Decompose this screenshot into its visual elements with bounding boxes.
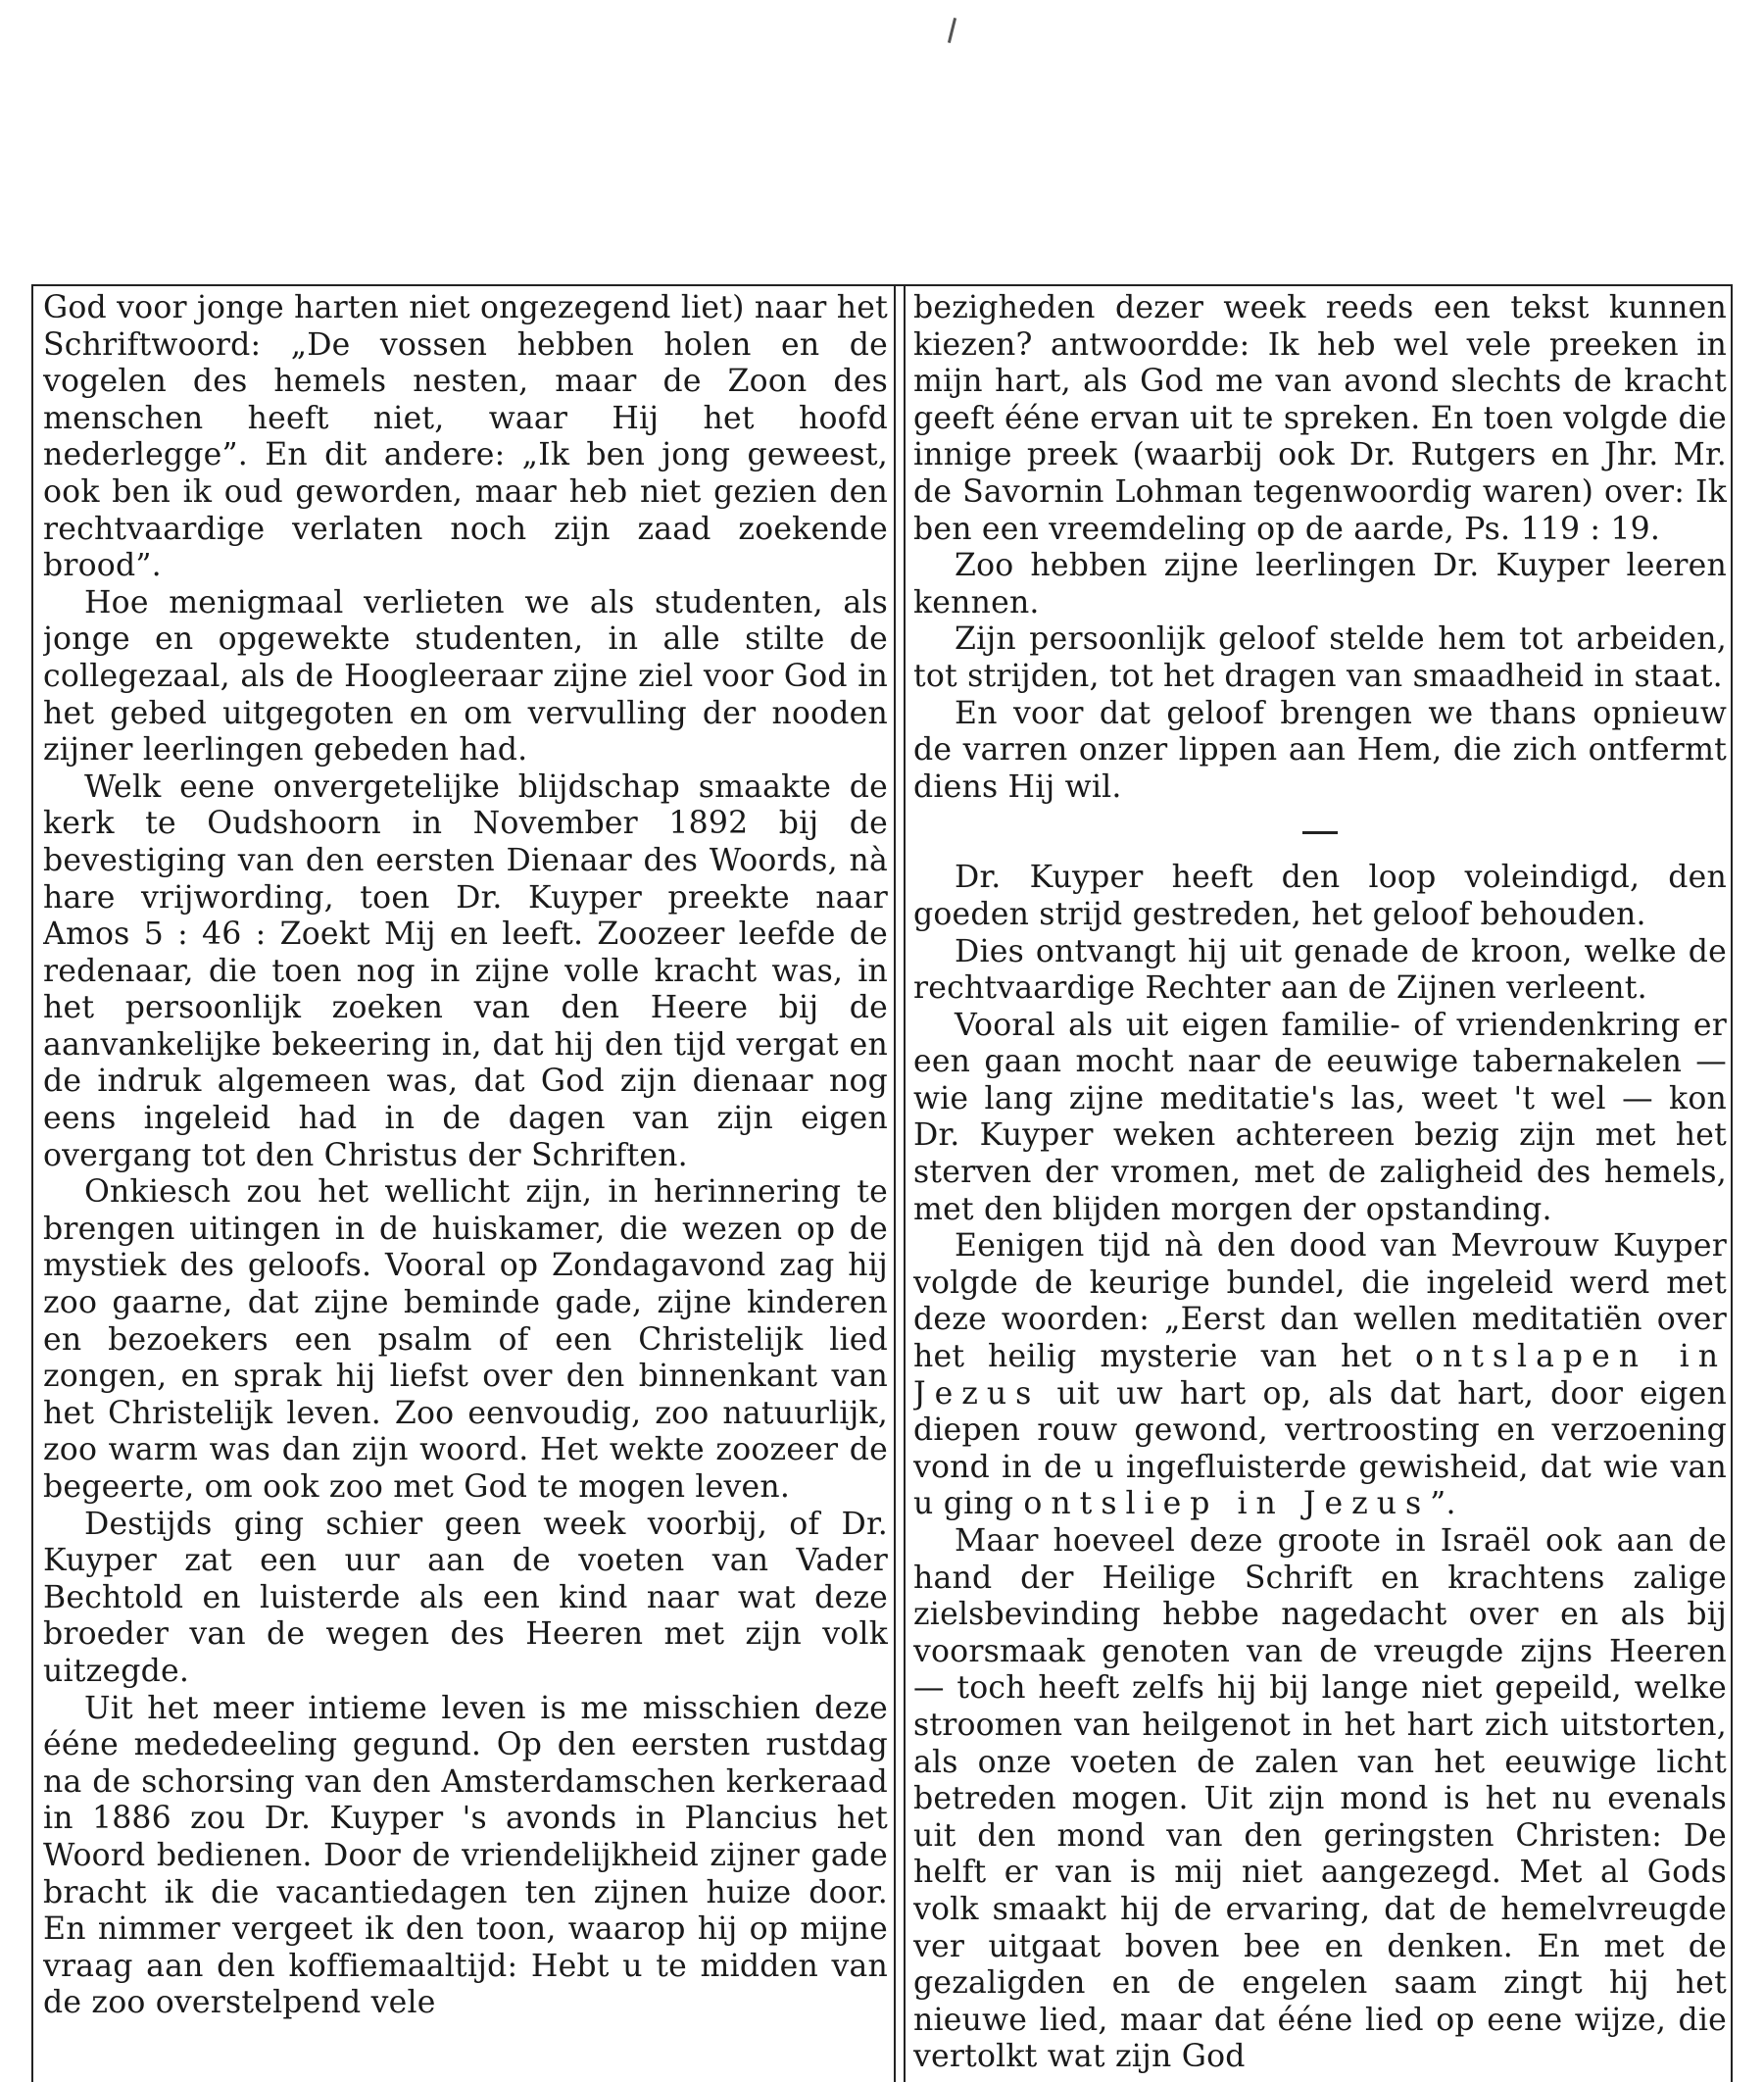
stray-pen-mark — [948, 18, 956, 43]
paragraph: Hoe menigmaal verlieten we als studenten, als jonge en opgewekte studenten, in alle stilte de collegezaal, als de Hoogleeraar zijne ziel voor God in het gebed uitgegoten en om vervulling der nooden zijner leerlingen gebeden had. — [43, 584, 888, 768]
paragraph: Dr. Kuyper heeft den loop voleindigd, den goeden strijd gestreden, het geloof behouden. — [913, 860, 1727, 932]
clipping-left-edge — [31, 284, 33, 2082]
quote-middle: uit uw hart op, als dat hart, door eigen diepen rouw gewond, vertroosting en verzoening vond in de u ingefluisterde gewisheid, dat wie van u ging — [913, 1375, 1727, 1522]
column-gutter-rule-inner — [904, 284, 906, 2082]
paragraph: Maar hoeveel deze groote in Israël ook aan de hand der Heilige Schrift en krachtens zalige zielsbevinding hebbe nagedacht over en als bij voorsmaak genoten van de vreugde zijns Heeren — toch heeft zelfs hij bij lange niet gepeild, welke stroomen van heilgenot in het hart zich uitstorten, als onze voeten de zalen van het eeuwige licht betreden mogen. Uit zijn mond is het nu evenals uit den mond van den geringsten Christen: De helft er van is mij niet aangezegd. Met al Gods volk smaakt hij de ervaring, dat de hemelvreugde ver uitgaat boven bee en denken. En met de gezaligden en de engelen saam zingt hij het nieuwe lied, maar dat ééne lied op eene wijze, die vertolkt wat zijn God — [913, 1523, 1727, 2075]
quote-paragraph — [913, 1228, 1727, 1523]
paragraph: bezigheden dezer week reeds een tekst kunnen kiezen? antwoordde: Ik heb wel vele preeken in mijn hart, als God me van avond slechts de kracht geeft ééne ervan uit te spreken. En toen volgde die innige preek (waarbij ook Dr. Rutgers en Jhr. Mr. de Savornin Lohman tegenwoordig waren) over: Ik ben een vreemdeling op de aarde, Ps. 119 : 19. — [913, 290, 1727, 547]
paragraph: Dies ontvangt hij uit genade de kroon, welke de rechtvaardige Rechter aan de Zijnen verleent. — [913, 933, 1727, 1007]
quote-tail: ”. — [1430, 1486, 1456, 1522]
paragraph: Destijds ging schier geen week voorbij, of Dr. Kuyper zat een uur aan de voeten van Vader Bechtold en luisterde als een kind naar wat deze broeder van de wegen des Heeren met zijn volk uitzegde. — [43, 1506, 888, 1689]
paragraph: God voor jonge harten niet ongezegend liet) naar het Schriftwoord: „De vossen hebben holen en de vogelen des hemels nesten, maar de Zoon des menschen heeft niet, waar Hij het hoofd nederlegge”. En dit andere: „Ik ben jong geweest, ook ben ik oud geworden, maar heb niet gezien den rechtvaardige verlaten noch zijn zaad zoekende brood”. — [43, 290, 888, 584]
paragraph: Zijn persoonlijk geloof stelde hem tot arbeiden, tot strijden, tot het dragen van smaadheid in staat. — [913, 621, 1727, 694]
left-column — [43, 290, 888, 2082]
paragraph: Vooral als uit eigen familie- of vriendenkring er een gaan mocht naar de eeuwige tabernakelen — wie lang zijne meditatie's las, weet 't wel — kon Dr. Kuyper weken achtereen bezig zijn met het sterven der vromen, met de zaligheid des hemels, met den blijden morgen der opstanding. — [913, 1007, 1727, 1227]
column-gutter-rule — [894, 284, 896, 2082]
clipping-top-edge — [31, 284, 1733, 286]
right-column — [913, 290, 1727, 2082]
spaced-emphasis: ontsliep in Jezus — [1023, 1486, 1431, 1522]
paragraph: Welk eene onvergetelijke blijdschap smaakte de kerk te Oudshoorn in November 1892 bij de bevestiging van den eersten Dienaar des Woords, nà hare vrijwording, toen Dr. Kuyper preekte naar Amos 5 : 46 : Zoekt Mij en leeft. Zoozeer leefde de redenaar, die toen nog in zijne volle kracht was, in het persoonlijk zoeken van den Heere bij de aanvankelijke bekeering in, dat hij den tijd vergat en de indruk algemeen was, dat God zijn dienaar nog eens ingeleid had in de dagen van zijn eigen overgang tot den Christus der Schriften. — [43, 768, 888, 1173]
quote-lead: Eenigen tijd nà den dood van Mevrouw Kuyper volgde de keurige bundel, die ingeleid werd met deze woorden: „Eerst dan wellen meditatiën over het heilig mysterie van het — [913, 1228, 1727, 1375]
section-rule — [1302, 831, 1338, 834]
paragraph: Onkiesch zou het wellicht zijn, in herinnering te brengen uitingen in de huiskamer, die wezen op de mystiek des geloofs. Vooral op Zondagavond zag hij zoo gaarne, dat zijne beminde gade, zijne kinderen en bezoekers een psalm of een Christelijk lied zongen, en sprak hij liefst over den binnenkant van het Christelijk leven. Zoo eenvoudig, zoo natuurlijk, zoo warm was dan zijn woord. Het wekte zoozeer de begeerte, om ook zoo met God te mogen leven. — [43, 1174, 888, 1505]
spaced-emphasis: ontslapen in Jezus — [913, 1339, 1727, 1412]
paragraph: Zoo hebben zijne leerlingen Dr. Kuyper leeren kennen. — [913, 548, 1727, 620]
paragraph: Uit het meer intieme leven is me misschien deze ééne mededeeling gegund. Op den eersten rustdag na de schorsing van den Amsterdamschen kerkeraad in 1886 zou Dr. Kuyper 's avonds in Plancius het Woord bedienen. Door de vriendelijkheid zijner gade bracht ik die vacantiedagen ten zijnen huize door. En nimmer vergeet ik den toon, waarop hij op mijne vraag aan den koffiemaaltijd: Hebt u te midden van de zoo overstelpend vele — [43, 1690, 888, 2021]
paragraph: En voor dat geloof brengen we thans opnieuw de varren onzer lippen aan Hem, die zich ontfermt diens Hij wil. — [913, 695, 1727, 805]
clipping-right-edge — [1731, 284, 1733, 2082]
